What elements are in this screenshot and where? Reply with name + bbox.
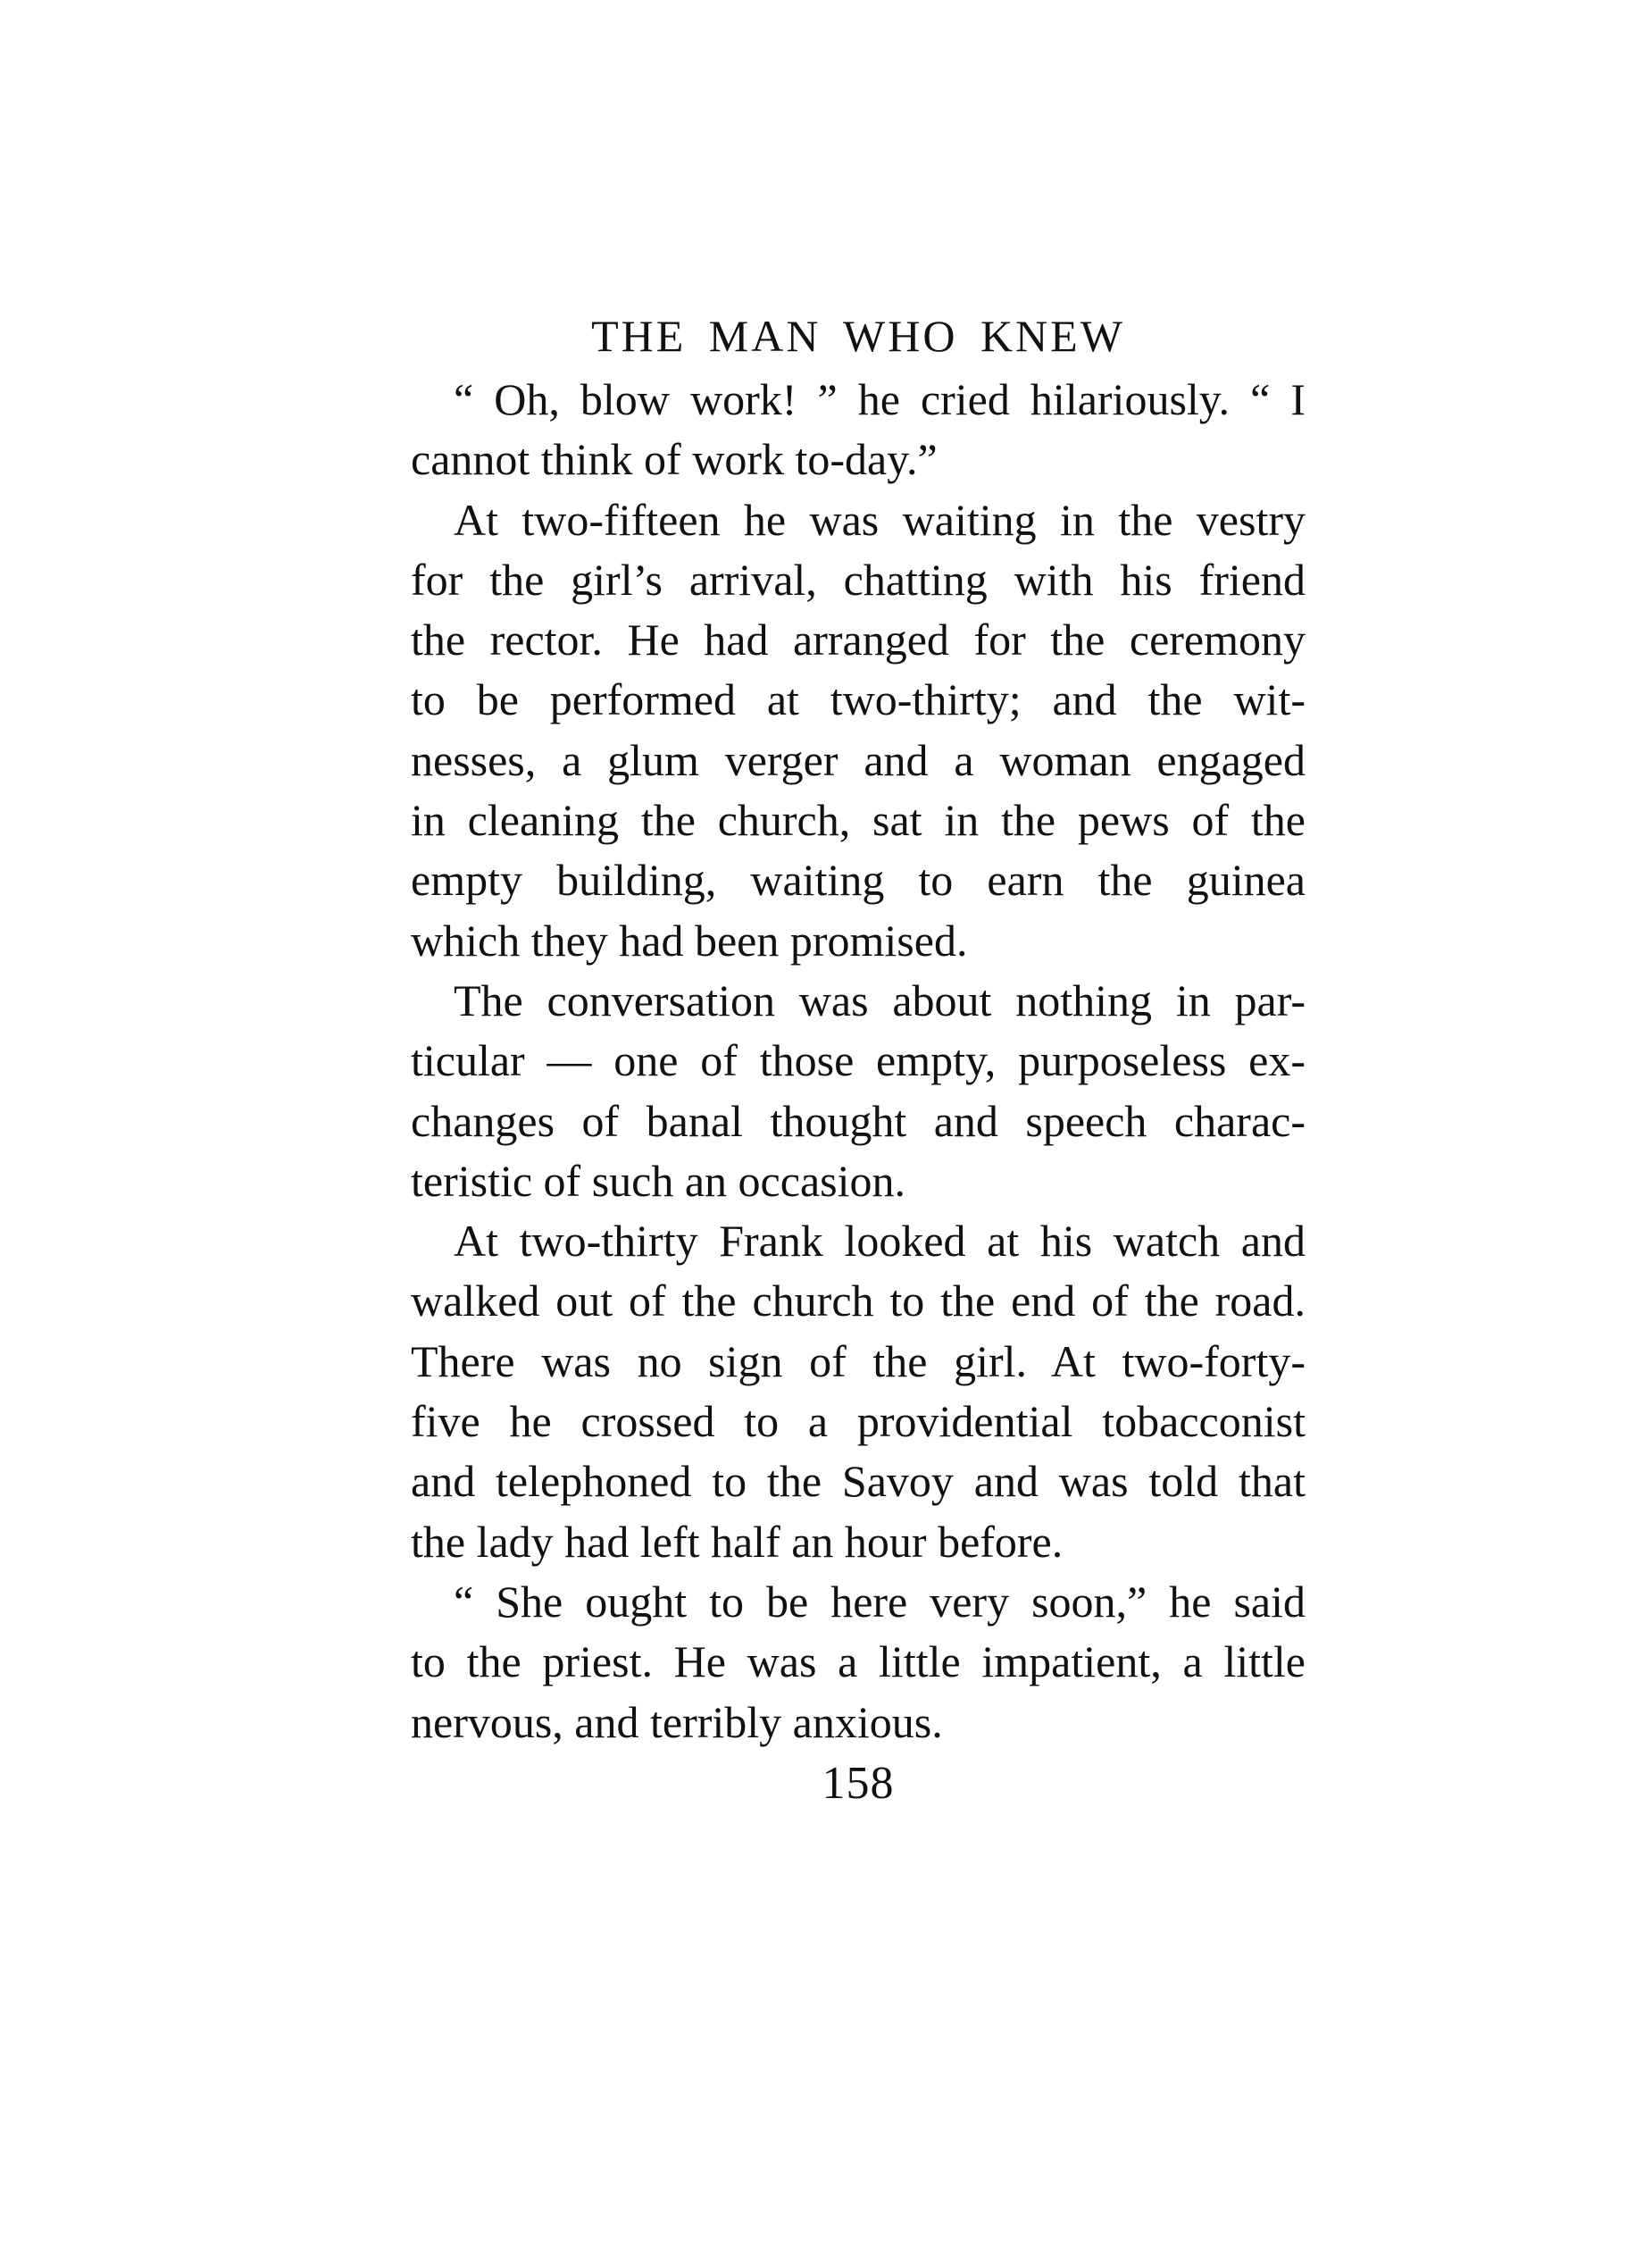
text-line: “ Oh, blow work! ” he cried hilariously. “ I: [454, 374, 1306, 424]
text-line: five he crossed to a providential tobacconist: [411, 1396, 1306, 1447]
text-line: the rector. He had arranged for the ceremony: [411, 615, 1306, 665]
page-number: 158: [822, 1757, 895, 1809]
text-line: which they had been promised.: [411, 915, 968, 966]
text-line: empty building, waiting to earn the guinea: [411, 855, 1306, 906]
paragraph: [411, 971, 1306, 1211]
text-line: in cleaning the church, sat in the pews of the: [411, 795, 1306, 846]
text-line: “ She ought to be here very soon,” he said: [454, 1576, 1306, 1627]
text-line: to the priest. He was a little impatient, a little: [411, 1636, 1306, 1687]
text-line: and telephoned to the Savoy and was told that: [411, 1456, 1306, 1507]
text-line: At two-thirty Frank looked at his watch and: [454, 1216, 1306, 1267]
text-line: changes of banal thought and speech charac-: [411, 1095, 1306, 1146]
text-line: the lady had left half an hour before.: [411, 1516, 1064, 1567]
book-page: [411, 304, 1306, 1815]
text-line: to be performed at two-thirty; and the wit-: [411, 674, 1306, 725]
body-text: [411, 370, 1306, 1753]
text-line: teristic of such an occasion.: [411, 1155, 905, 1206]
text-line: for the girl’s arrival, chatting with his friend: [411, 554, 1306, 605]
text-line: cannot think of work to-day.”: [411, 434, 938, 485]
paragraph: [411, 1211, 1306, 1572]
running-head: THE MAN WHO KNEW: [591, 311, 1125, 361]
text-line: The conversation was about nothing in par-: [454, 975, 1306, 1025]
text-line: nesses, a glum verger and a woman engaged: [411, 734, 1306, 785]
paragraph: [411, 1572, 1306, 1753]
text-line: ticular — one of those empty, purposeless ex-: [411, 1035, 1306, 1086]
text-line: nervous, and terribly anxious.: [411, 1696, 943, 1747]
paragraph: [411, 370, 1306, 490]
text-line: At two-fifteen he was waiting in the vestry: [454, 494, 1306, 545]
paragraph: [411, 490, 1306, 971]
text-line: walked out of the church to the end of the road.: [411, 1276, 1306, 1326]
text-line: There was no sign of the girl. At two-forty-: [411, 1335, 1306, 1386]
